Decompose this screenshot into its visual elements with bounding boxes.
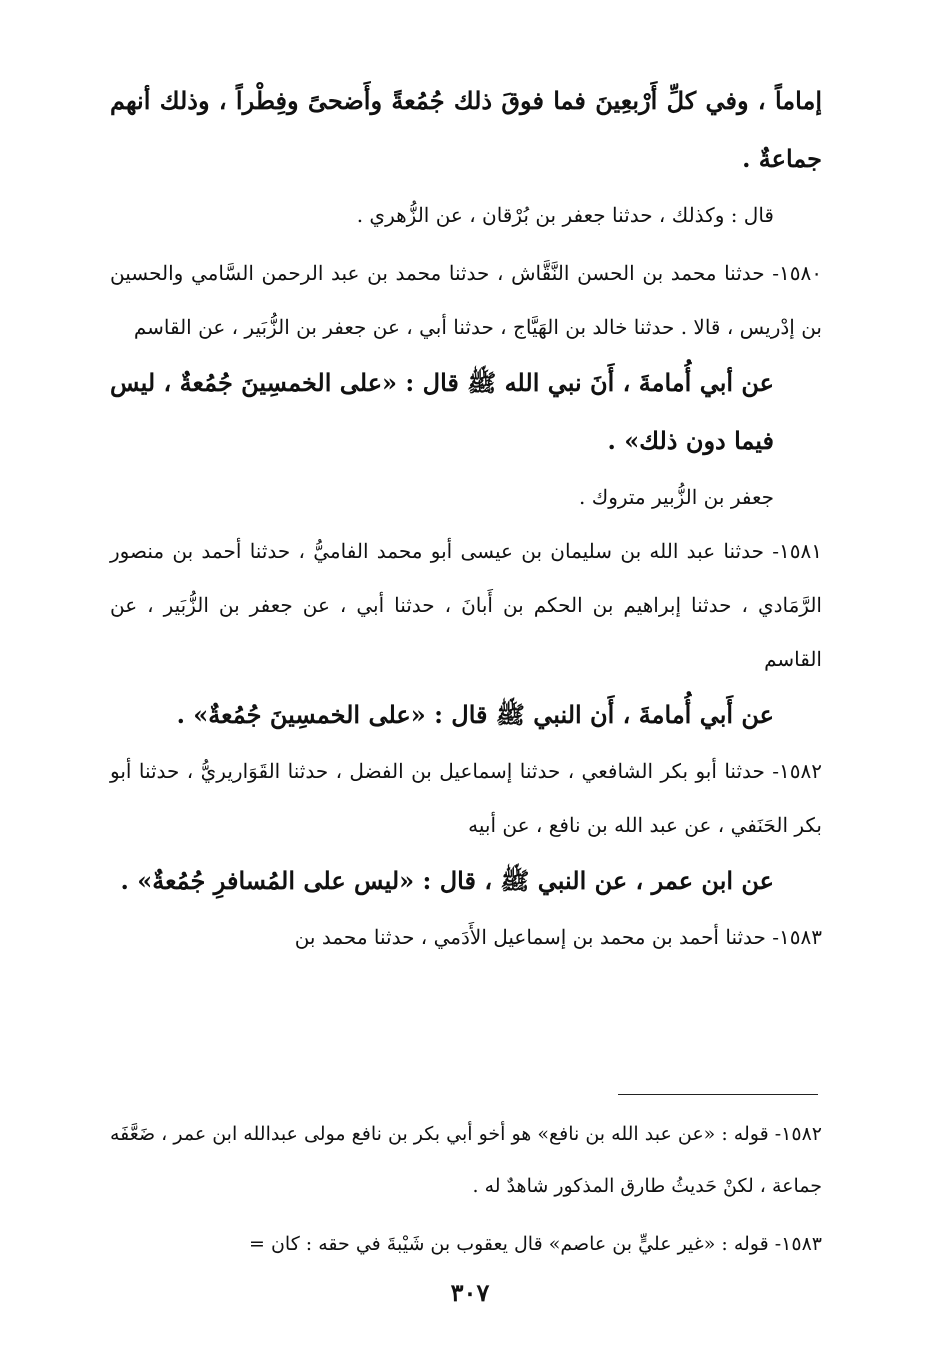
hadith-1580: عن أبي أُمامةَ ، أَنَ نبي الله ﷺ قال : «على الخمسِينَ جُمُعةٌ ، ليس فيما دون ذلك» .	[110, 368, 774, 455]
page-number: ٣٠٧	[450, 1278, 490, 1307]
footnotes	[110, 1108, 822, 1270]
isnad-1582: ١٥٨٢- حدثنا أبو بكر الشافعي ، حدثنا إسماعيل بن الفضل ، حدثنا القَوَاريريُّ ، حدثنا أبو بكر الحَنَفي ، عن عبد الله بن نافع ، عن أبيه	[110, 759, 822, 837]
isnad-1580: ١٥٨٠- حدثنا محمد بن الحسن النَّقَّاش ، حدثنا محمد بن عبد الرحمن السَّامي والحسين بن إدْريس ، قالا . حدثنا خالد بن الهَيَّاج ، حدثنا أبي ، عن جعفر بن الزُّبَير ، عن القاسم	[110, 261, 822, 339]
isnad-1583: ١٥٨٣- حدثنا أحمد بن محمد بن إسماعيل الأَدَمي ، حدثنا محمد بن	[294, 925, 822, 949]
footnote-separator	[618, 1094, 818, 1095]
isnad-1581: ١٥٨١- حدثنا عبد الله بن سليمان بن عيسى أبو محمد الفاميُّ ، حدثنا أحمد بن منصور الرَّمَادي ، حدثنا إبراهيم بن الحكم بن أَبانَ ، حدثنا أبي ، عن جعفر بن الزُّبَير ، عن القاسم	[110, 539, 822, 671]
hadith-1582: عن ابن عمر ، عن النبي ﷺ ، قال : «ليس على المُسافرِ جُمُعةٌ» .	[120, 866, 774, 895]
main-text	[110, 72, 822, 964]
footnote-1582: ١٥٨٢- قوله : «عن عبد الله بن نافع» هو أخو أبي بكر بن نافع مولى عبدالله ابن عمر ، ضَعَّفَه جماعة ، لكنْ حَديثُ طارق المذكور شاهدٌ له .	[110, 1123, 822, 1197]
paragraph-continuation: إماماً ، وفي كلِّ أَرْبعِينَ فما فوقَ ذلك جُمُعةً وأَضحىً وفِطْراً ، وذلك أنهم جماعةٌ .	[110, 86, 822, 173]
paragraph-comment: قال : وكذلك ، حدثنا جعفر بن بُرْقان ، عن الزُّهري .	[356, 203, 774, 227]
narrator-note: جعفر بن الزُّبير متروك .	[579, 485, 774, 509]
footnote-1583: ١٥٨٣- قوله : «غير عليٍّ بن عاصم» قال يعقوب بن شَيْبةَ في حقه : كان =	[249, 1233, 822, 1255]
hadith-1581: عن أَبي أُمامةَ ، أَن النبي ﷺ قال : «على الخمسِينَ جُمُعةٌ» .	[176, 700, 774, 729]
